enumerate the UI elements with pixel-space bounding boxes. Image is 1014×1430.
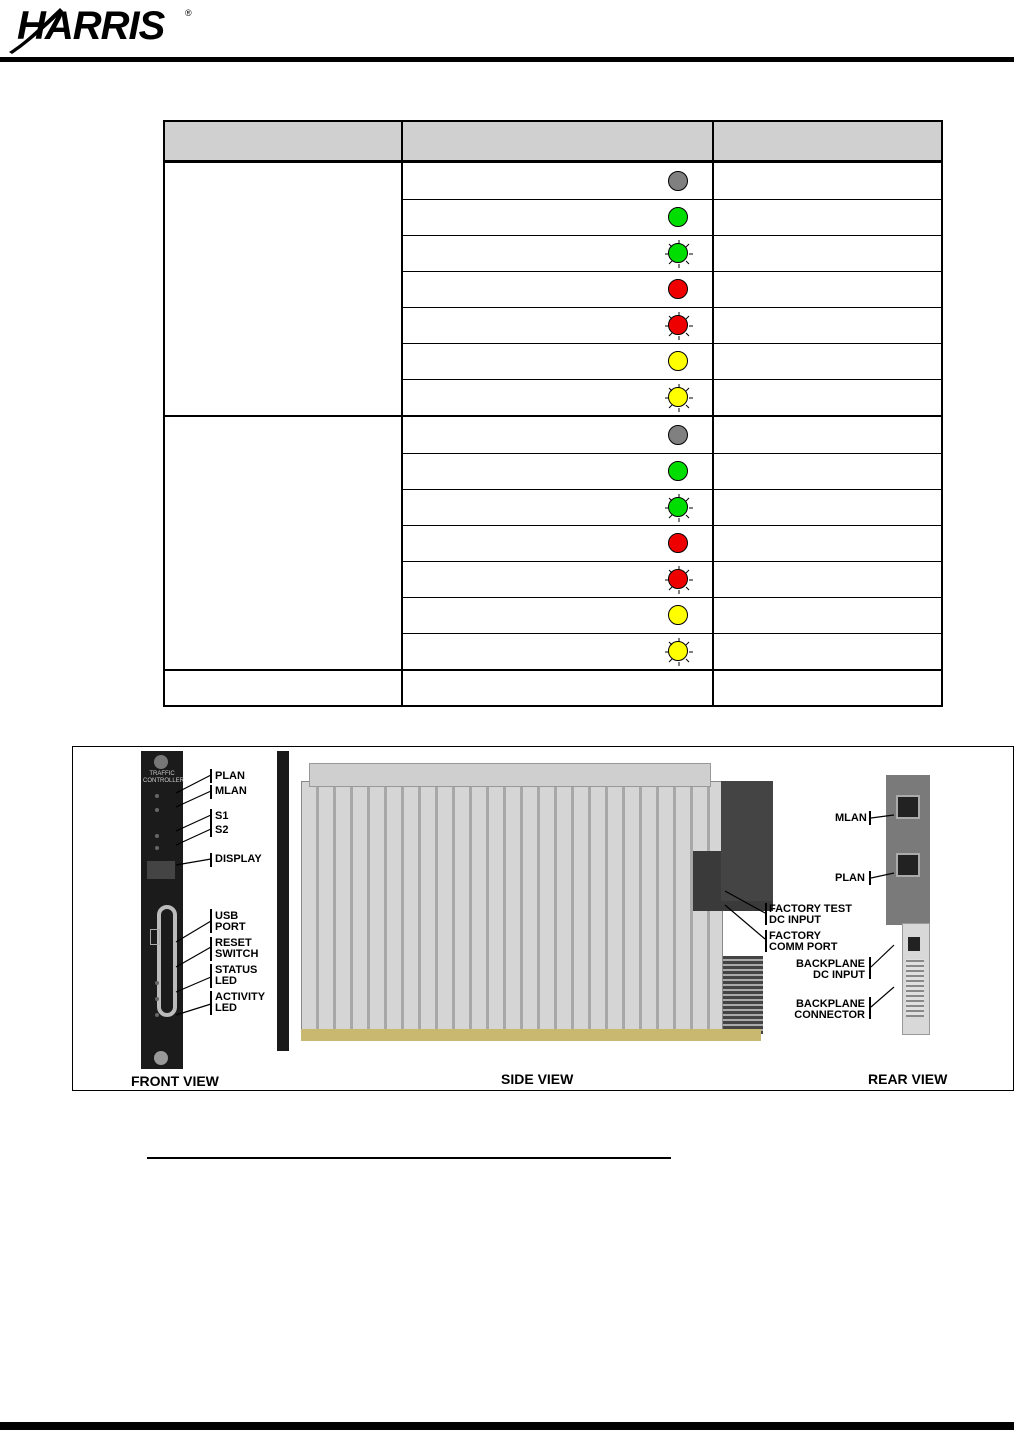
- rear-view-leader-lines: [870, 807, 900, 1027]
- header-rule: [0, 57, 1014, 62]
- panel-led-icon: [155, 846, 159, 850]
- row-divider: [402, 525, 941, 526]
- panel-screw-icon: [154, 1051, 168, 1065]
- front-callout-reset-switch: RESET SWITCH: [215, 937, 259, 960]
- led-yellow-icon: [668, 605, 688, 625]
- panel-led-icon: [155, 834, 159, 838]
- front-callout-usb-port: USB PORT: [215, 910, 246, 933]
- led-off-icon: [668, 171, 688, 191]
- pcb-edge: [301, 1029, 761, 1041]
- panel-display: [147, 861, 175, 879]
- side-callout-factory-comm-port: FACTORY COMM PORT: [769, 930, 838, 953]
- heatsink-block: [721, 781, 773, 901]
- panel-led-icon: [155, 981, 159, 985]
- logo-text: HARRIS: [17, 4, 165, 48]
- section-underline: [147, 1157, 671, 1159]
- table-header-divider: [165, 160, 941, 163]
- row-divider: [402, 453, 941, 454]
- side-callout-factory-test-dc-input: FACTORY TEST DC INPUT: [769, 903, 852, 926]
- led-green-blink-icon: [668, 497, 688, 517]
- panel-led-icon: [155, 997, 159, 1001]
- rear-callout-plan: PLAN: [835, 872, 865, 884]
- front-callout-s1: S1: [215, 810, 229, 822]
- led-green-icon: [668, 461, 688, 481]
- row-divider: [402, 343, 941, 344]
- led-yellow-blink-icon: [668, 387, 688, 407]
- rear-view-caption: REAR VIEW: [868, 1071, 948, 1087]
- led-red-icon: [668, 279, 688, 299]
- row-divider: [402, 489, 941, 490]
- panel-screw-icon: [154, 755, 168, 769]
- callout-bar: [765, 930, 767, 952]
- led-status-table: [163, 120, 943, 707]
- footer-rule: [0, 1422, 1014, 1430]
- rear-dc-input-icon: [908, 937, 920, 951]
- led-yellow-icon: [668, 351, 688, 371]
- table-header-row: [165, 122, 941, 160]
- front-view-caption: FRONT VIEW: [131, 1073, 219, 1089]
- led-green-icon: [668, 207, 688, 227]
- front-callout-plan: PLAN: [215, 770, 245, 782]
- front-view-leader-lines: [173, 767, 218, 1027]
- side-view-caption: SIDE VIEW: [501, 1071, 574, 1087]
- led-red-blink-icon: [668, 315, 688, 335]
- front-callout-mlan: MLAN: [215, 785, 247, 797]
- rear-callout-backplane-dc-input: BACKPLANE DC INPUT: [795, 958, 865, 981]
- led-red-icon: [668, 533, 688, 553]
- side-view-image: [273, 751, 773, 1053]
- group-divider: [165, 669, 941, 671]
- front-callout-display: DISPLAY: [215, 853, 262, 865]
- row-divider: [402, 235, 941, 236]
- usb-port-icon: [150, 929, 160, 945]
- panel-led-icon: [155, 1013, 159, 1017]
- row-divider: [402, 561, 941, 562]
- led-red-blink-icon: [668, 569, 688, 589]
- column-divider-1: [401, 122, 403, 705]
- panel-label: TRAFFIC CONTROLLER: [143, 771, 185, 784]
- module-figure: [72, 746, 1014, 1091]
- row-divider: [402, 633, 941, 634]
- side-faceplate: [277, 751, 289, 1051]
- heatsink-body: [301, 781, 723, 1031]
- registered-mark: ®: [185, 8, 192, 18]
- front-callout-s2: S2: [215, 824, 229, 836]
- column-divider-2: [712, 122, 714, 705]
- group-divider: [165, 415, 941, 417]
- row-divider: [402, 199, 941, 200]
- front-callout-status-led: STATUS LED: [215, 964, 258, 987]
- panel-led-icon: [155, 794, 159, 798]
- rear-callout-mlan: MLAN: [835, 812, 867, 824]
- led-green-blink-icon: [668, 243, 688, 263]
- backplane-connector-side: [723, 956, 763, 1034]
- led-yellow-blink-icon: [668, 641, 688, 661]
- row-divider: [402, 597, 941, 598]
- led-off-icon: [668, 425, 688, 445]
- row-divider: [402, 307, 941, 308]
- row-divider: [402, 379, 941, 380]
- row-divider: [402, 271, 941, 272]
- panel-led-icon: [155, 808, 159, 812]
- heatsink-top-edge: [309, 763, 711, 787]
- rear-callout-backplane-connector: BACKPLANE CONNECTOR: [794, 998, 865, 1021]
- harris-logo: [5, 2, 195, 54]
- callout-bar: [765, 903, 767, 925]
- front-callout-activity-led: ACTIVITY LED: [215, 991, 265, 1014]
- rear-backplane-connector: [906, 959, 924, 1017]
